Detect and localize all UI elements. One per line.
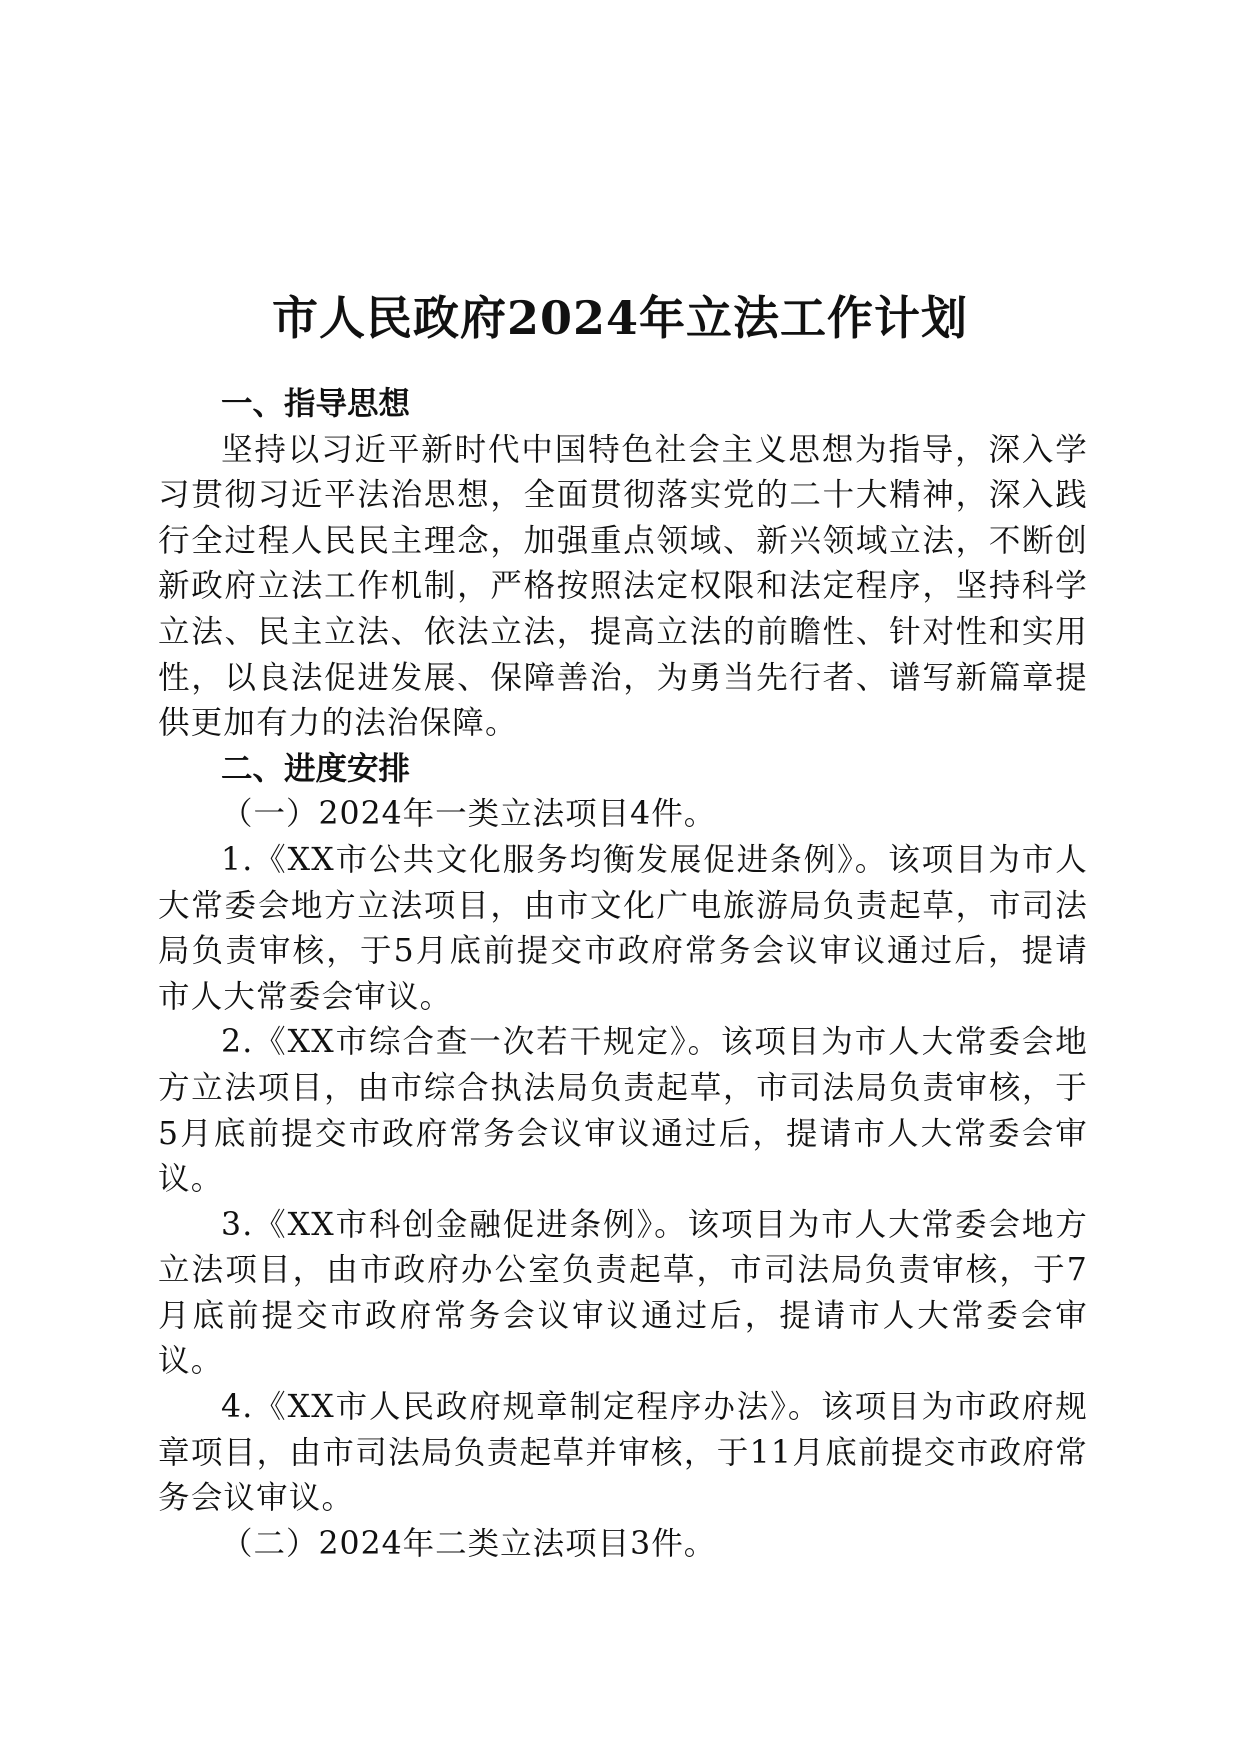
section-heading-schedule: 二、进度安排 — [221, 750, 411, 787]
legislation-item: 4.《XX市人民政府规章制定程序办法》。该项目为市政府规章项目，由市司法局负责起草并审核，于11月底前提交市政府常务会议审议。 — [158, 1389, 1088, 1517]
legislation-item: 2.《XX市综合查一次若干规定》。该项目为市人大常委会地方立法项目，由市综合执法局负责起草，市司法局负责审核，于5月底前提交市政府常务会议审议通过后，提请市人大常委会审议。 — [158, 1024, 1088, 1198]
section-heading-guiding-ideology: 一、指导思想 — [221, 386, 411, 422]
legislation-item: 3.《XX市科创金融促进条例》。该项目为市人大常委会地方立法项目，由市政府办公室负责起草，市司法局负责审核，于7月底前提交市政府常务会议审议通过后，提请市人大常委会审议。 — [158, 1206, 1088, 1380]
document-title: 市人民政府2024年立法工作计划 — [271, 290, 969, 345]
subsection-heading-category-two: （二）2024年二类立法项目3件。 — [221, 1525, 717, 1562]
subsection-heading-category-one: （一）2024年一类立法项目4件。 — [221, 796, 717, 833]
document-body — [158, 382, 1088, 1567]
legislation-item: 1.《XX市公共文化服务均衡发展促进条例》。该项目为市人大常委会地方立法项目，由市文化广电旅游局负责起草，市司法局负责审核，于5月底前提交市政府常务会议审议通过后，提请市人大常委会审议。 — [158, 841, 1088, 1015]
guiding-ideology-paragraph: 坚持以习近平新时代中国特色社会主义思想为指导，深入学习贯彻习近平法治思想，全面贯彻落实党的二十大精神，深入践行全过程人民民主理念，加强重点领域、新兴领域立法，不断创新政府立法工作机制，严格按照法定权限和法定程序，坚持科学立法、民主立法、依法立法，提高立法的前瞻性、针对性和实用性，以良法促进发展、保障善治，为勇当先行者、谱写新篇章提供更加有力的法治保障。 — [158, 431, 1088, 742]
